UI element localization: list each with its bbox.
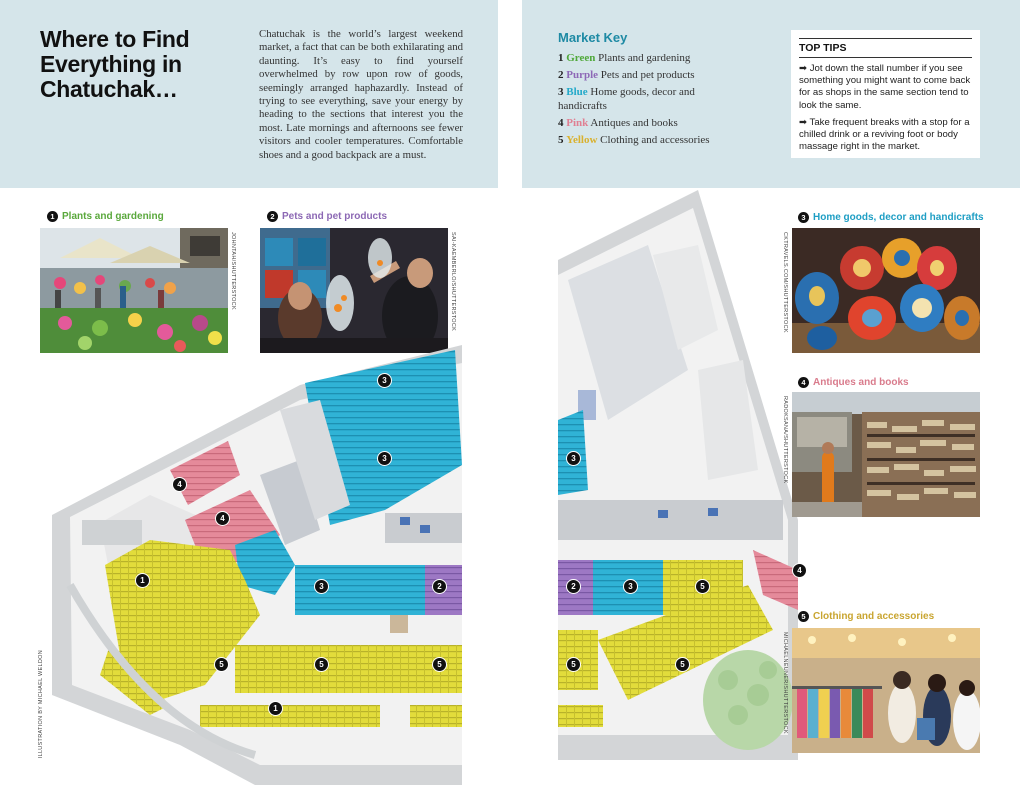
map-marker[interactable]: 3 bbox=[314, 579, 329, 594]
page-title: Where to Find Everything in Chatuchak… bbox=[40, 26, 190, 102]
number-badge: 4 bbox=[798, 377, 809, 388]
caption-label: Home goods, decor and handicrafts bbox=[813, 212, 984, 223]
photo-caption-plants bbox=[47, 211, 164, 222]
map-marker[interactable]: 5 bbox=[214, 657, 229, 672]
caption-label: Clothing and accessories bbox=[813, 611, 935, 622]
number-badge: 1 bbox=[47, 211, 58, 222]
photo-caption-antiques bbox=[798, 377, 909, 388]
market-map-left bbox=[0, 345, 462, 785]
map-marker[interactable]: 5 bbox=[566, 657, 581, 672]
antiques-photo bbox=[792, 392, 980, 517]
clothing-photo bbox=[792, 628, 980, 753]
illustration-credit: ILLUSTRATION BY MICHAEL WELDON bbox=[38, 650, 44, 759]
map-marker[interactable]: 5 bbox=[432, 657, 447, 672]
key-item-blue: 3 Blue Home goods, decor and handicrafts bbox=[558, 86, 695, 112]
tip-item: ➡ Jot down the stall number if you see something you might want to come back for as shops in the same section tend to look the same. bbox=[799, 63, 971, 111]
photo-caption-home-goods bbox=[798, 212, 984, 223]
photo-credit-2: SAI-KAEMBERLO/SHUTTERSTOCK bbox=[450, 232, 456, 332]
photo-caption-clothing bbox=[798, 611, 934, 622]
tip-item: ➡ Take frequent breaks with a stop for a chilled drink or a reviving foot or body massage right in the market. bbox=[799, 116, 970, 153]
key-item-yellow: 5 Yellow Clothing and accessories bbox=[558, 134, 710, 146]
map-marker[interactable]: 4 bbox=[792, 563, 807, 578]
photo-credit-4: RADOKSANA/SHUTTERSTOCK bbox=[782, 396, 788, 484]
map-marker[interactable]: 5 bbox=[314, 657, 329, 672]
market-map-right bbox=[558, 190, 798, 760]
top-tips-box bbox=[791, 30, 980, 158]
photo-credit-3: CKTRAVELS.COM/SHUTTERSTOCK bbox=[782, 232, 788, 333]
map-marker[interactable]: 1 bbox=[268, 701, 283, 716]
top-tips-title: TOP TIPS bbox=[799, 38, 972, 58]
arrow-icon: ➡ bbox=[799, 63, 808, 74]
caption-label: Pets and pet products bbox=[282, 211, 388, 222]
caption-label: Antiques and books bbox=[813, 377, 909, 388]
key-item-pink: 4 Pink Antiques and books bbox=[558, 117, 678, 129]
map-marker[interactable]: 2 bbox=[432, 579, 447, 594]
map-marker[interactable]: 5 bbox=[675, 657, 690, 672]
photo-credit-1: JOHNTAH/SHUTTERSTOCK bbox=[230, 232, 236, 310]
photo-credit-5: MICHAELNEUNER/SHUTTERSTOCK bbox=[782, 632, 788, 734]
map-marker[interactable]: 3 bbox=[377, 451, 392, 466]
map-marker[interactable]: 5 bbox=[695, 579, 710, 594]
map-marker[interactable]: 3 bbox=[566, 451, 581, 466]
map-marker[interactable]: 2 bbox=[566, 579, 581, 594]
map-marker[interactable]: 3 bbox=[623, 579, 638, 594]
map-marker[interactable]: 3 bbox=[377, 373, 392, 388]
map-marker[interactable]: 4 bbox=[172, 477, 187, 492]
plants-photo bbox=[40, 228, 228, 353]
pets-photo bbox=[260, 228, 448, 353]
caption-label: Plants and gardening bbox=[62, 211, 164, 222]
market-key-title: Market Key bbox=[558, 30, 628, 45]
number-badge: 5 bbox=[798, 611, 809, 622]
number-badge: 2 bbox=[267, 211, 278, 222]
key-item-green: 1 Green Plants and gardening bbox=[558, 52, 691, 64]
arrow-icon: ➡ bbox=[799, 116, 808, 128]
market-key-list bbox=[558, 51, 778, 147]
intro-text: Chatuchak is the world’s largest weekend market, a fact that can be both exhilarating and daunting. It’s easy to find yourself overwhelmed by row upon row of goods, seemingly arranged haphazardly. Instead of trying to see everything, save your energy by heading to the sections that interest you the most. Late mornings and afternoons see fewer visitors and cooler temperatures. Comfortable shoes and a good backpack are a must. bbox=[259, 28, 463, 161]
number-badge: 3 bbox=[798, 212, 809, 223]
home-goods-photo bbox=[792, 228, 980, 353]
key-item-purple: 2 Purple Pets and pet products bbox=[558, 69, 695, 81]
photo-caption-pets bbox=[267, 211, 387, 222]
map-marker[interactable]: 4 bbox=[215, 511, 230, 526]
map-marker[interactable]: 1 bbox=[135, 573, 150, 588]
